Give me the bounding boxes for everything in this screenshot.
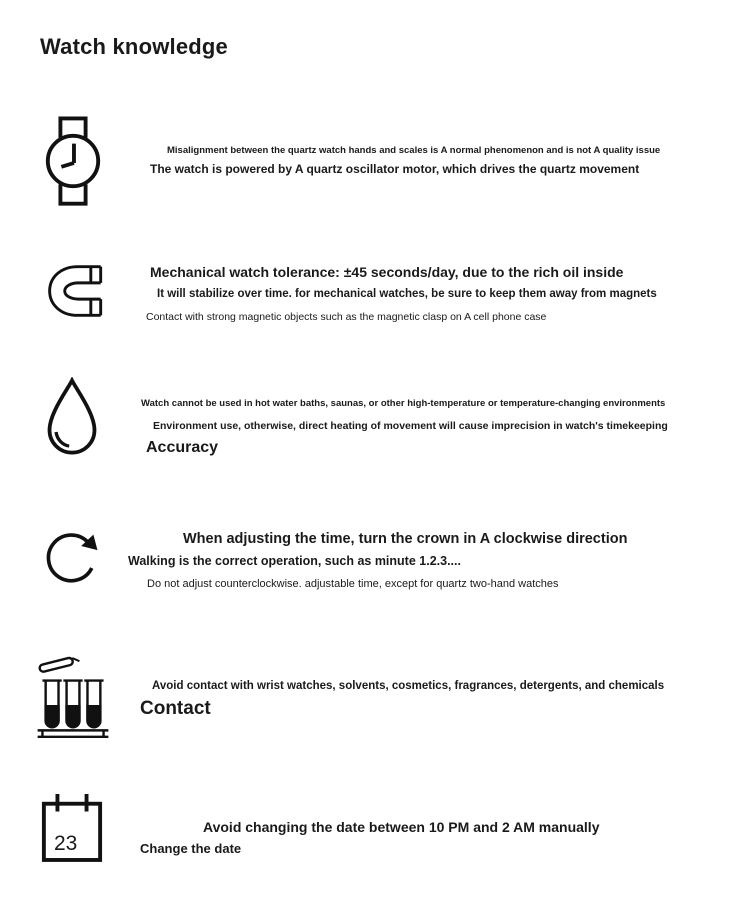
- calendar-day-number: 23: [54, 832, 78, 855]
- info-line: Contact with strong magnetic objects such as the magnetic clasp on A cell phone case: [146, 311, 547, 323]
- info-line: Watch cannot be used in hot water baths, saunas, or other high-temperature or temperature-changing environments: [141, 398, 666, 409]
- magnet-icon: [45, 263, 103, 319]
- info-line: Environment use, otherwise, direct heating of movement will cause imprecision in watch's timekeeping: [153, 420, 668, 432]
- info-line: Misalignment between the quartz watch hands and scales is A normal phenomenon and is not A quality issue: [167, 145, 661, 156]
- info-line: Do not adjust counterclockwise. adjustable time, except for quartz two-hand watches: [147, 578, 559, 590]
- quartz-movement-section: [0, 110, 750, 230]
- clockwise-arrow-icon: [42, 518, 104, 592]
- info-line: Avoid changing the date between 10 PM and 2 AM manually: [203, 819, 600, 835]
- page-title: Watch knowledge: [40, 34, 228, 59]
- chemicals-contact-section: [0, 643, 750, 753]
- info-line: Walking is the correct operation, such as minute 1.2.3....: [128, 554, 461, 568]
- info-line: Change the date: [140, 841, 242, 856]
- wristwatch-icon: [42, 112, 104, 210]
- info-line: Mechanical watch tolerance: ±45 seconds/day, due to the rich oil inside: [150, 264, 624, 280]
- section-heading: Contact: [140, 698, 211, 719]
- time-adjustment-section: [0, 515, 750, 615]
- info-line: The watch is powered by A quartz oscillator motor, which drives the quartz movement: [150, 162, 640, 176]
- info-line: When adjusting the time, turn the crown in A clockwise direction: [183, 531, 628, 547]
- info-line: It will stabilize over time. for mechanical watches, be sure to keep them away from magnets: [157, 288, 657, 300]
- chemicals-icon: [36, 645, 110, 745]
- temperature-accuracy-section: [0, 375, 750, 485]
- info-line: Avoid contact with wrist watches, solvents, cosmetics, fragrances, detergents, and chemicals: [152, 680, 665, 692]
- water-drop-icon: [42, 377, 102, 457]
- section-heading: Accuracy: [146, 439, 219, 456]
- date-change-section: [0, 788, 750, 898]
- magnet-section: [0, 260, 750, 350]
